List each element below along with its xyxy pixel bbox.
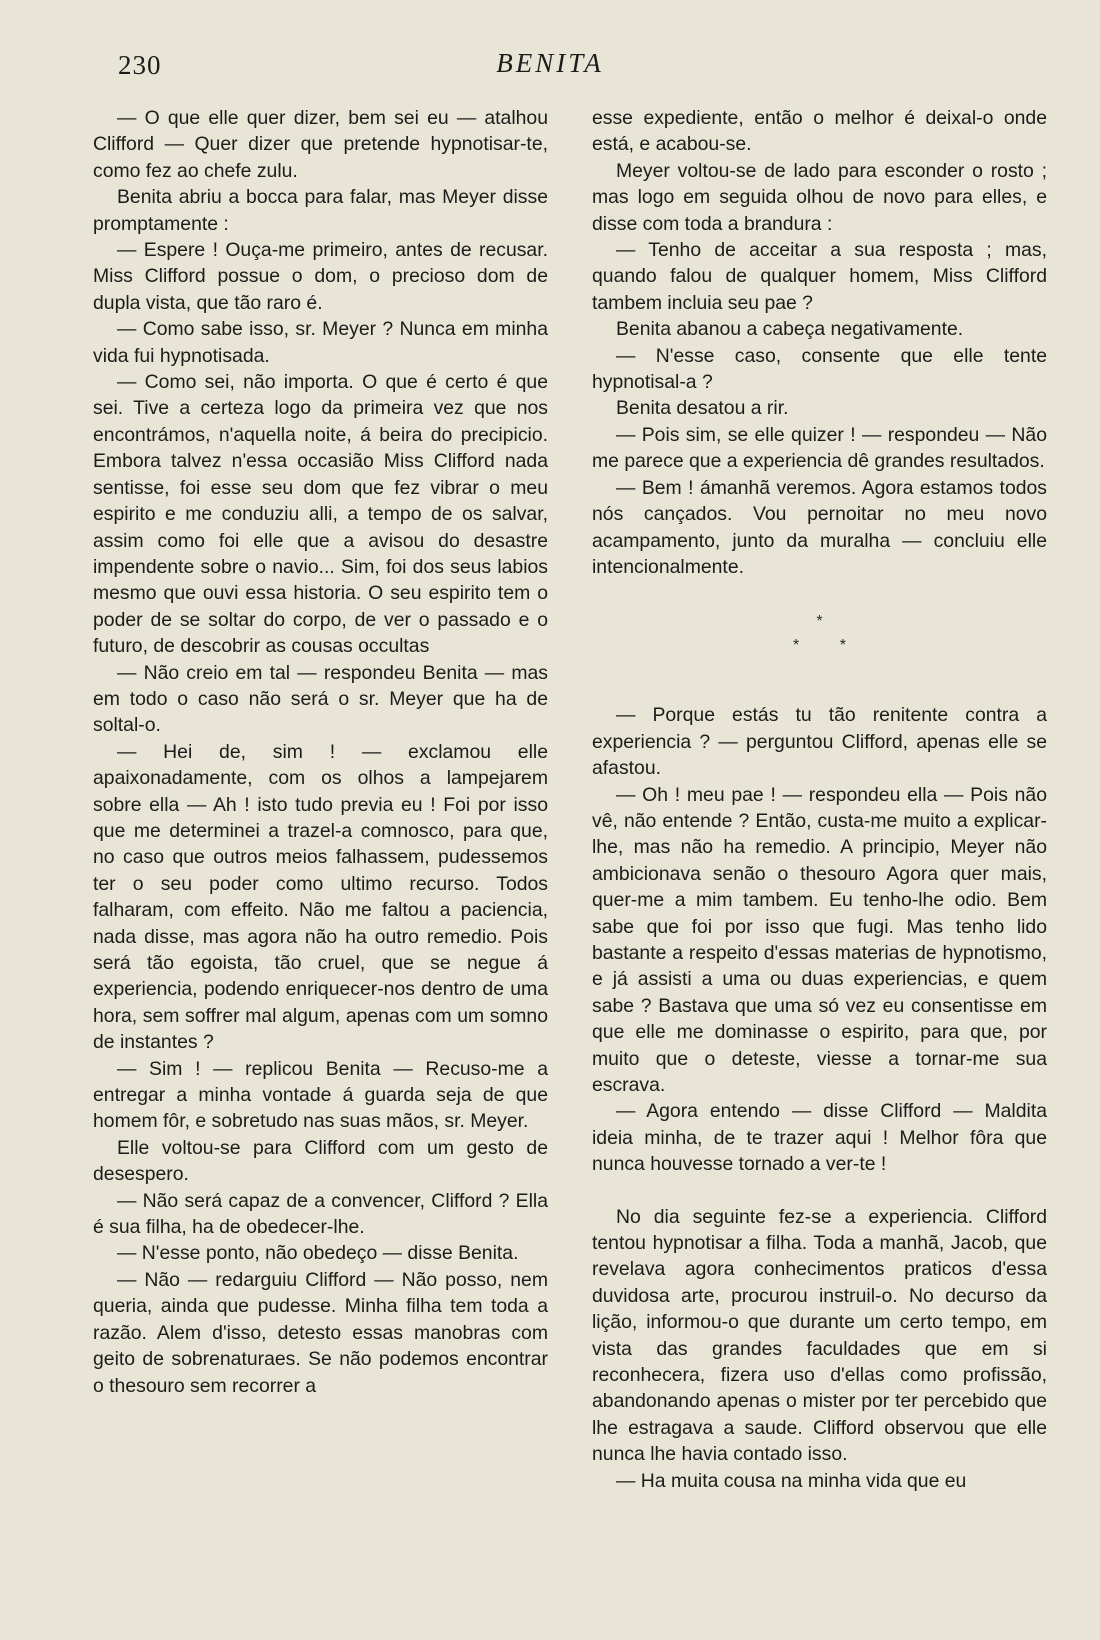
asterism-star: * — [793, 637, 800, 655]
paragraph: — Espere ! Ouça-me primeiro, antes de recusar. Miss Clifford possue o dom, o precioso dom de dupla vista, que tão raro é. — [93, 239, 548, 314]
paragraph: No dia seguinte fez-se a experiencia. Clifford tentou hypnotisar a filha. Toda a manhã, Jacob, que revelava agora conhecimentos praticos d'essa duvidosa arte, procurou instruil-o. No decurso da lição, informou-o que durante um certo tempo, em vista das grandes faculdades que em si reconhecera, fizera uso d'ellas como profissão, abandonando apenas o mister por ter percebido que lhe estragava a saude. Clifford observou que elle nunca lhe havia contado isso. — [592, 1205, 1047, 1466]
paragraph: — Ha muita cousa na minha vida que eu — [616, 1469, 967, 1492]
paragraph: — Pois sim, se elle quizer ! — respondeu — Não me parece que a experiencia dê grandes resultados. — [592, 423, 1047, 473]
paragraph: — Sim ! — replicou Benita — Recuso-me a entregar a minha vontade á guarda seja de que homem fôr, e sobretudo nas suas mãos, sr. Meyer. — [93, 1057, 548, 1133]
running-title: BENITA — [496, 48, 604, 78]
left-column — [93, 105, 548, 1399]
paragraph: — Não creio em tal — respondeu Benita — mas em todo o caso não será o sr. Meyer que ha de soltal-o. — [93, 661, 548, 737]
paragraph: — Como sei, não importa. O que é certo é que sei. Tive a certeza logo da primeira vez que nos encontrámos, n'aquella noite, á beira do precipicio. Embora talvez n'essa occasião Miss Clifford nada sentisse, foi esse seu dom que fez vibrar o meu espirito e me conduziu alli, a tempo de os salvar, assim como foi elle que a avisou do desastre impendente sobre o navio... Sim, foi dos seus labios mesmo que ouvi essa historia. O seu espirito tem o poder de se soltar do corpo, de ver o passado e o futuro, de descobrir as cousas occultas — [93, 371, 548, 658]
paragraph: — Porque estás tu tão renitente contra a experiencia ? — perguntou Clifford, apenas elle se afastou. — [592, 704, 1047, 780]
paragraph: Meyer voltou-se de lado para esconder o rosto ; mas logo em seguida olhou de novo para elles, e disse com toda a brandura : — [592, 159, 1047, 235]
paragraph: esse expediente, então o melhor é deixal-o onde está, e acabou-se. — [592, 107, 1047, 156]
paragraph: Elle voltou-se para Clifford com um gesto de desespero. — [93, 1136, 548, 1186]
section-break-asterism — [592, 610, 1047, 658]
paragraph: — O que elle quer dizer, bem sei eu — atalhou Clifford — Quer dizer que pretende hypnotisar-te, como fez ao chefe zulu. — [93, 107, 548, 182]
paragraph: — Agora entendo — disse Clifford — Maldita ideia minha, de te trazer aqui ! Melhor fôra que nunca houvesse tornado a ver-te ! — [592, 1100, 1047, 1176]
paragraph: — N'esse caso, consente que elle tente hypnotisal-a ? — [592, 344, 1047, 394]
paragraph: Benita abanou a cabeça negativamente. — [616, 318, 964, 341]
right-column — [592, 105, 1047, 1494]
paragraph: — Tenho de acceitar a sua resposta ; mas, quando falou de qualquer homem, Miss Clifford tambem incluia seu pae ? — [592, 239, 1047, 314]
paragraph: — N'esse ponto, não obedeço — disse Benita. — [117, 1242, 519, 1265]
paragraph: — Como sabe isso, sr. Meyer ? Nunca em minha vida fui hypnotisada. — [93, 318, 548, 367]
paragraph: Benita desatou a rir. — [616, 397, 789, 420]
paragraph: — Não — redarguiu Clifford — Não posso, nem queria, ainda que pudesse. Minha filha tem toda a razão. Alem d'isso, detesto essas manobras com geito de sobrenaturaes. Se não podemos encontrar o thesouro sem recorrer a — [93, 1268, 548, 1397]
paragraph: — Hei de, sim ! — exclamou elle apaixonadamente, com os olhos a lampejarem sobre ella — Ah ! isto tudo previa eu ! Foi por isso que me determinei a trazel-a comnosco, para que, no caso que outros meios falhassem, pudessemos ter o seu poder como ultimo recurso. Todos falharam, com effeito. Não me faltou a paciencia, nada disse, mas agora não ha outro remedio. Pois será tão egoista, tão cruel, que se negue á experiencia, podendo enriquecer-nos dentro de uma hora, sem soffrer mal algum, apenas com um somno de instantes ? — [93, 740, 548, 1054]
paragraph: — Oh ! meu pae ! — respondeu ella — Pois não vê, não entende ? Então, custa-me muito a explicar-lhe, mas não ha remedio. A principio, Meyer não ambicionava senão o thesouro Agora quer mais, quer-me a mim tambem. Eu tenho-lhe odio. Bem sabe que foi por isso que fugi. Mas tenho lido bastante a respeito d'essas materias de hypnotismo, e já assisti a uma ou duas experiencias, e quem sabe ? Bastava que uma só vez eu consentisse em que elle me dominasse o espirito, para que, por muito que o deteste, viesse a tornar-me sua escrava. — [592, 783, 1047, 1096]
paragraph: Benita abriu a bocca para falar, mas Meyer disse promptamente : — [93, 186, 548, 235]
page-number: 230 — [118, 50, 162, 80]
asterism-star: * — [816, 613, 823, 631]
paragraph: — Bem ! ámanhã veremos. Agora estamos todos nós cançados. Vou pernoitar no meu novo acampamento, junto da muralha — concluiu elle intencionalmente. — [592, 476, 1047, 578]
asterism-star: * — [839, 637, 846, 655]
paragraph: — Não será capaz de a convencer, Clifford ? Ella é sua filha, ha de obedecer-lhe. — [93, 1189, 548, 1239]
